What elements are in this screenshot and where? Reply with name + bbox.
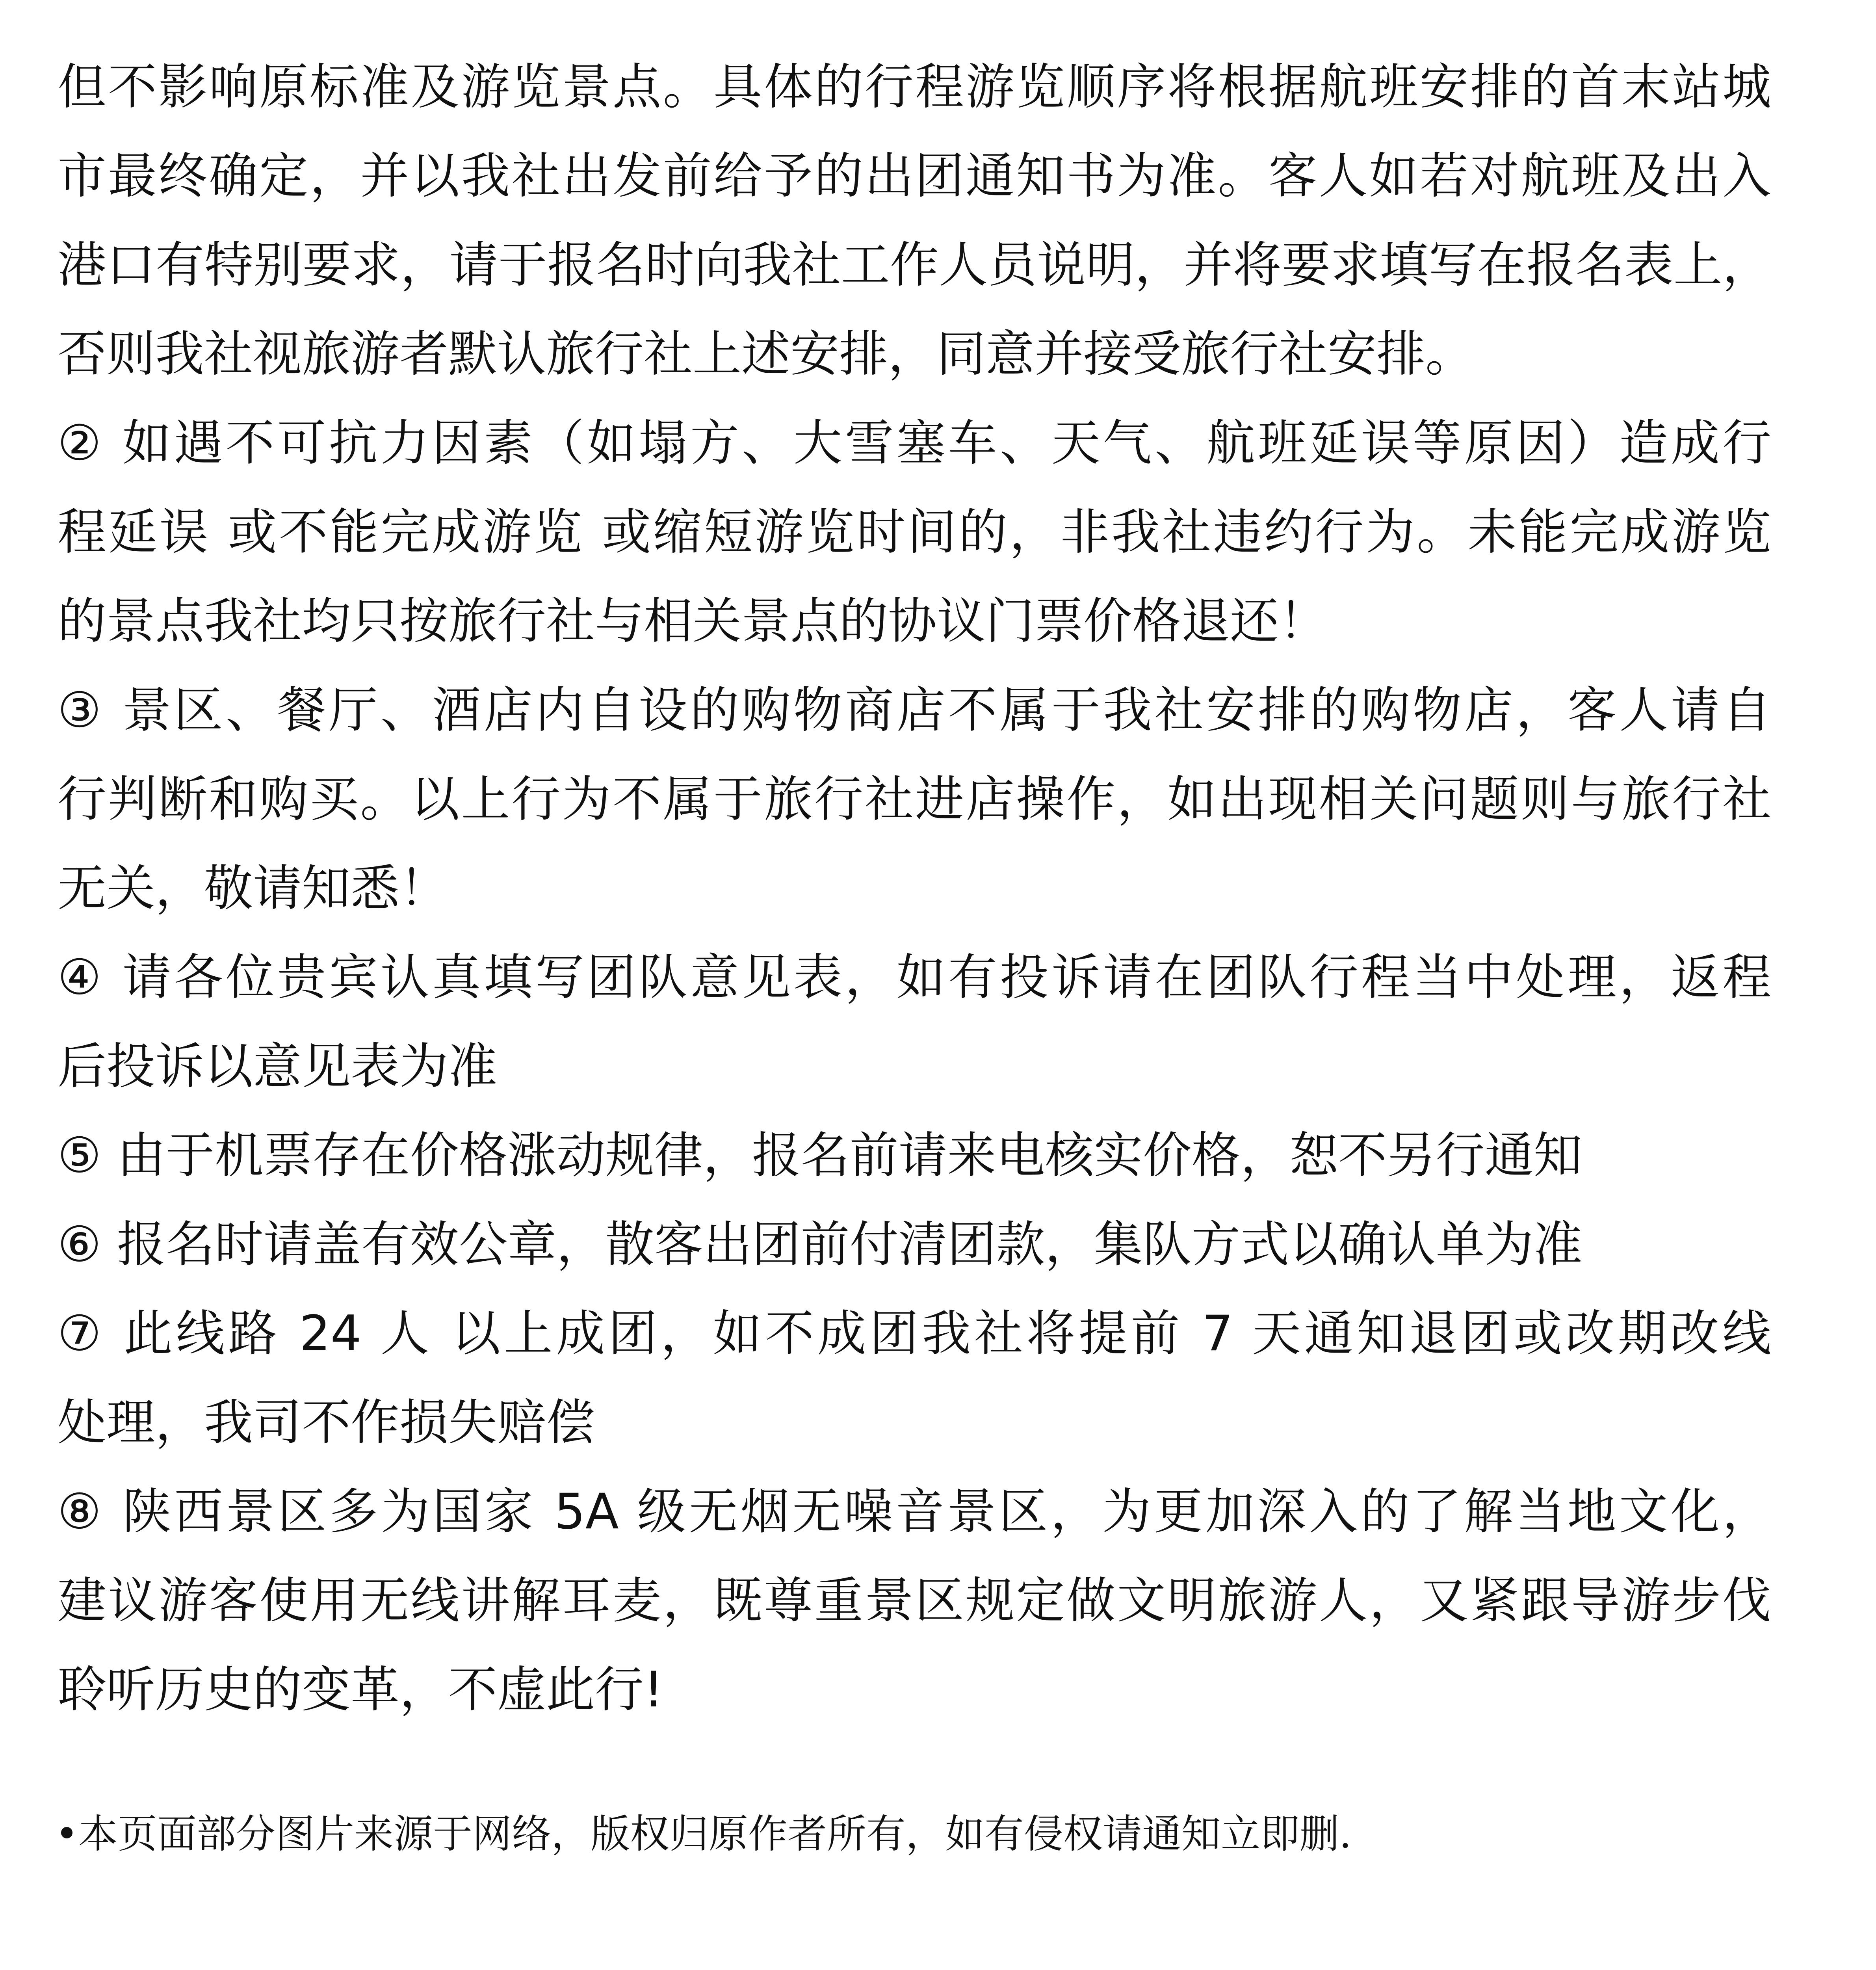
body-line: ③ 景区、餐厅、酒店内自设的购物商店不属于我社安排的购物店，客人请自 <box>58 682 1771 739</box>
notice-body <box>58 43 1771 1734</box>
body-line: 否则我社视旅游者默认旅行社上述安排，同意并接受旅行社安排。 <box>58 326 1475 383</box>
body-line: ⑦ 此线路 24 人 以上成团，如不成团我社将提前 7 天通知退团或改期改线 <box>58 1305 1771 1362</box>
body-line: 但不影响原标准及游览景点。具体的行程游览顺序将根据航班安排的首末站城 <box>58 59 1771 115</box>
body-line: 无关，敬请知悉！ <box>58 860 449 917</box>
body-line: 行判断和购买。以上行为不属于旅行社进店操作，如出现相关问题则与旅行社 <box>58 771 1771 828</box>
copyright-footnote: •本页面部分图片来源于网络，版权归原作者所有，如有侵权请通知立即删. <box>55 1811 1352 1857</box>
body-line: 处理，我司不作损失赔偿 <box>58 1394 595 1451</box>
body-line: 聆听历史的变革，不虚此行! <box>58 1661 663 1718</box>
body-line: 港口有特别要求，请于报名时向我社工作人员说明，并将要求填写在报名表上， <box>58 237 1771 294</box>
body-line: ⑧ 陕西景区多为国家 5A 级无烟无噪音景区，为更加深入的了解当地文化， <box>58 1483 1771 1540</box>
body-line: ⑥ 报名时请盖有效公章，散客出团前付清团款，集队方式以确认单为准 <box>58 1216 1583 1273</box>
body-line: ④ 请各位贵宾认真填写团队意见表，如有投诉请在团队行程当中处理，返程 <box>58 949 1771 1006</box>
body-line: ⑤ 由于机票存在价格涨动规律，报名前请来电核实价格，恕不另行通知 <box>58 1127 1583 1184</box>
body-line: ② 如遇不可抗力因素（如塌方、大雪塞车、天气、航班延误等原因）造成行 <box>58 415 1771 472</box>
body-line: 建议游客使用无线讲解耳麦，既尊重景区规定做文明旅游人，又紧跟导游步伐 <box>58 1572 1771 1629</box>
body-line: 市最终确定，并以我社出发前给予的出团通知书为准。客人如若对航班及出入 <box>58 148 1771 204</box>
body-line: 后投诉以意见表为准 <box>58 1038 498 1095</box>
body-line: 程延误 或不能完成游览 或缩短游览时间的，非我社违约行为。未能完成游览 <box>58 504 1771 561</box>
body-line: 的景点我社均只按旅行社与相关景点的协议门票价格退还！ <box>58 593 1328 650</box>
